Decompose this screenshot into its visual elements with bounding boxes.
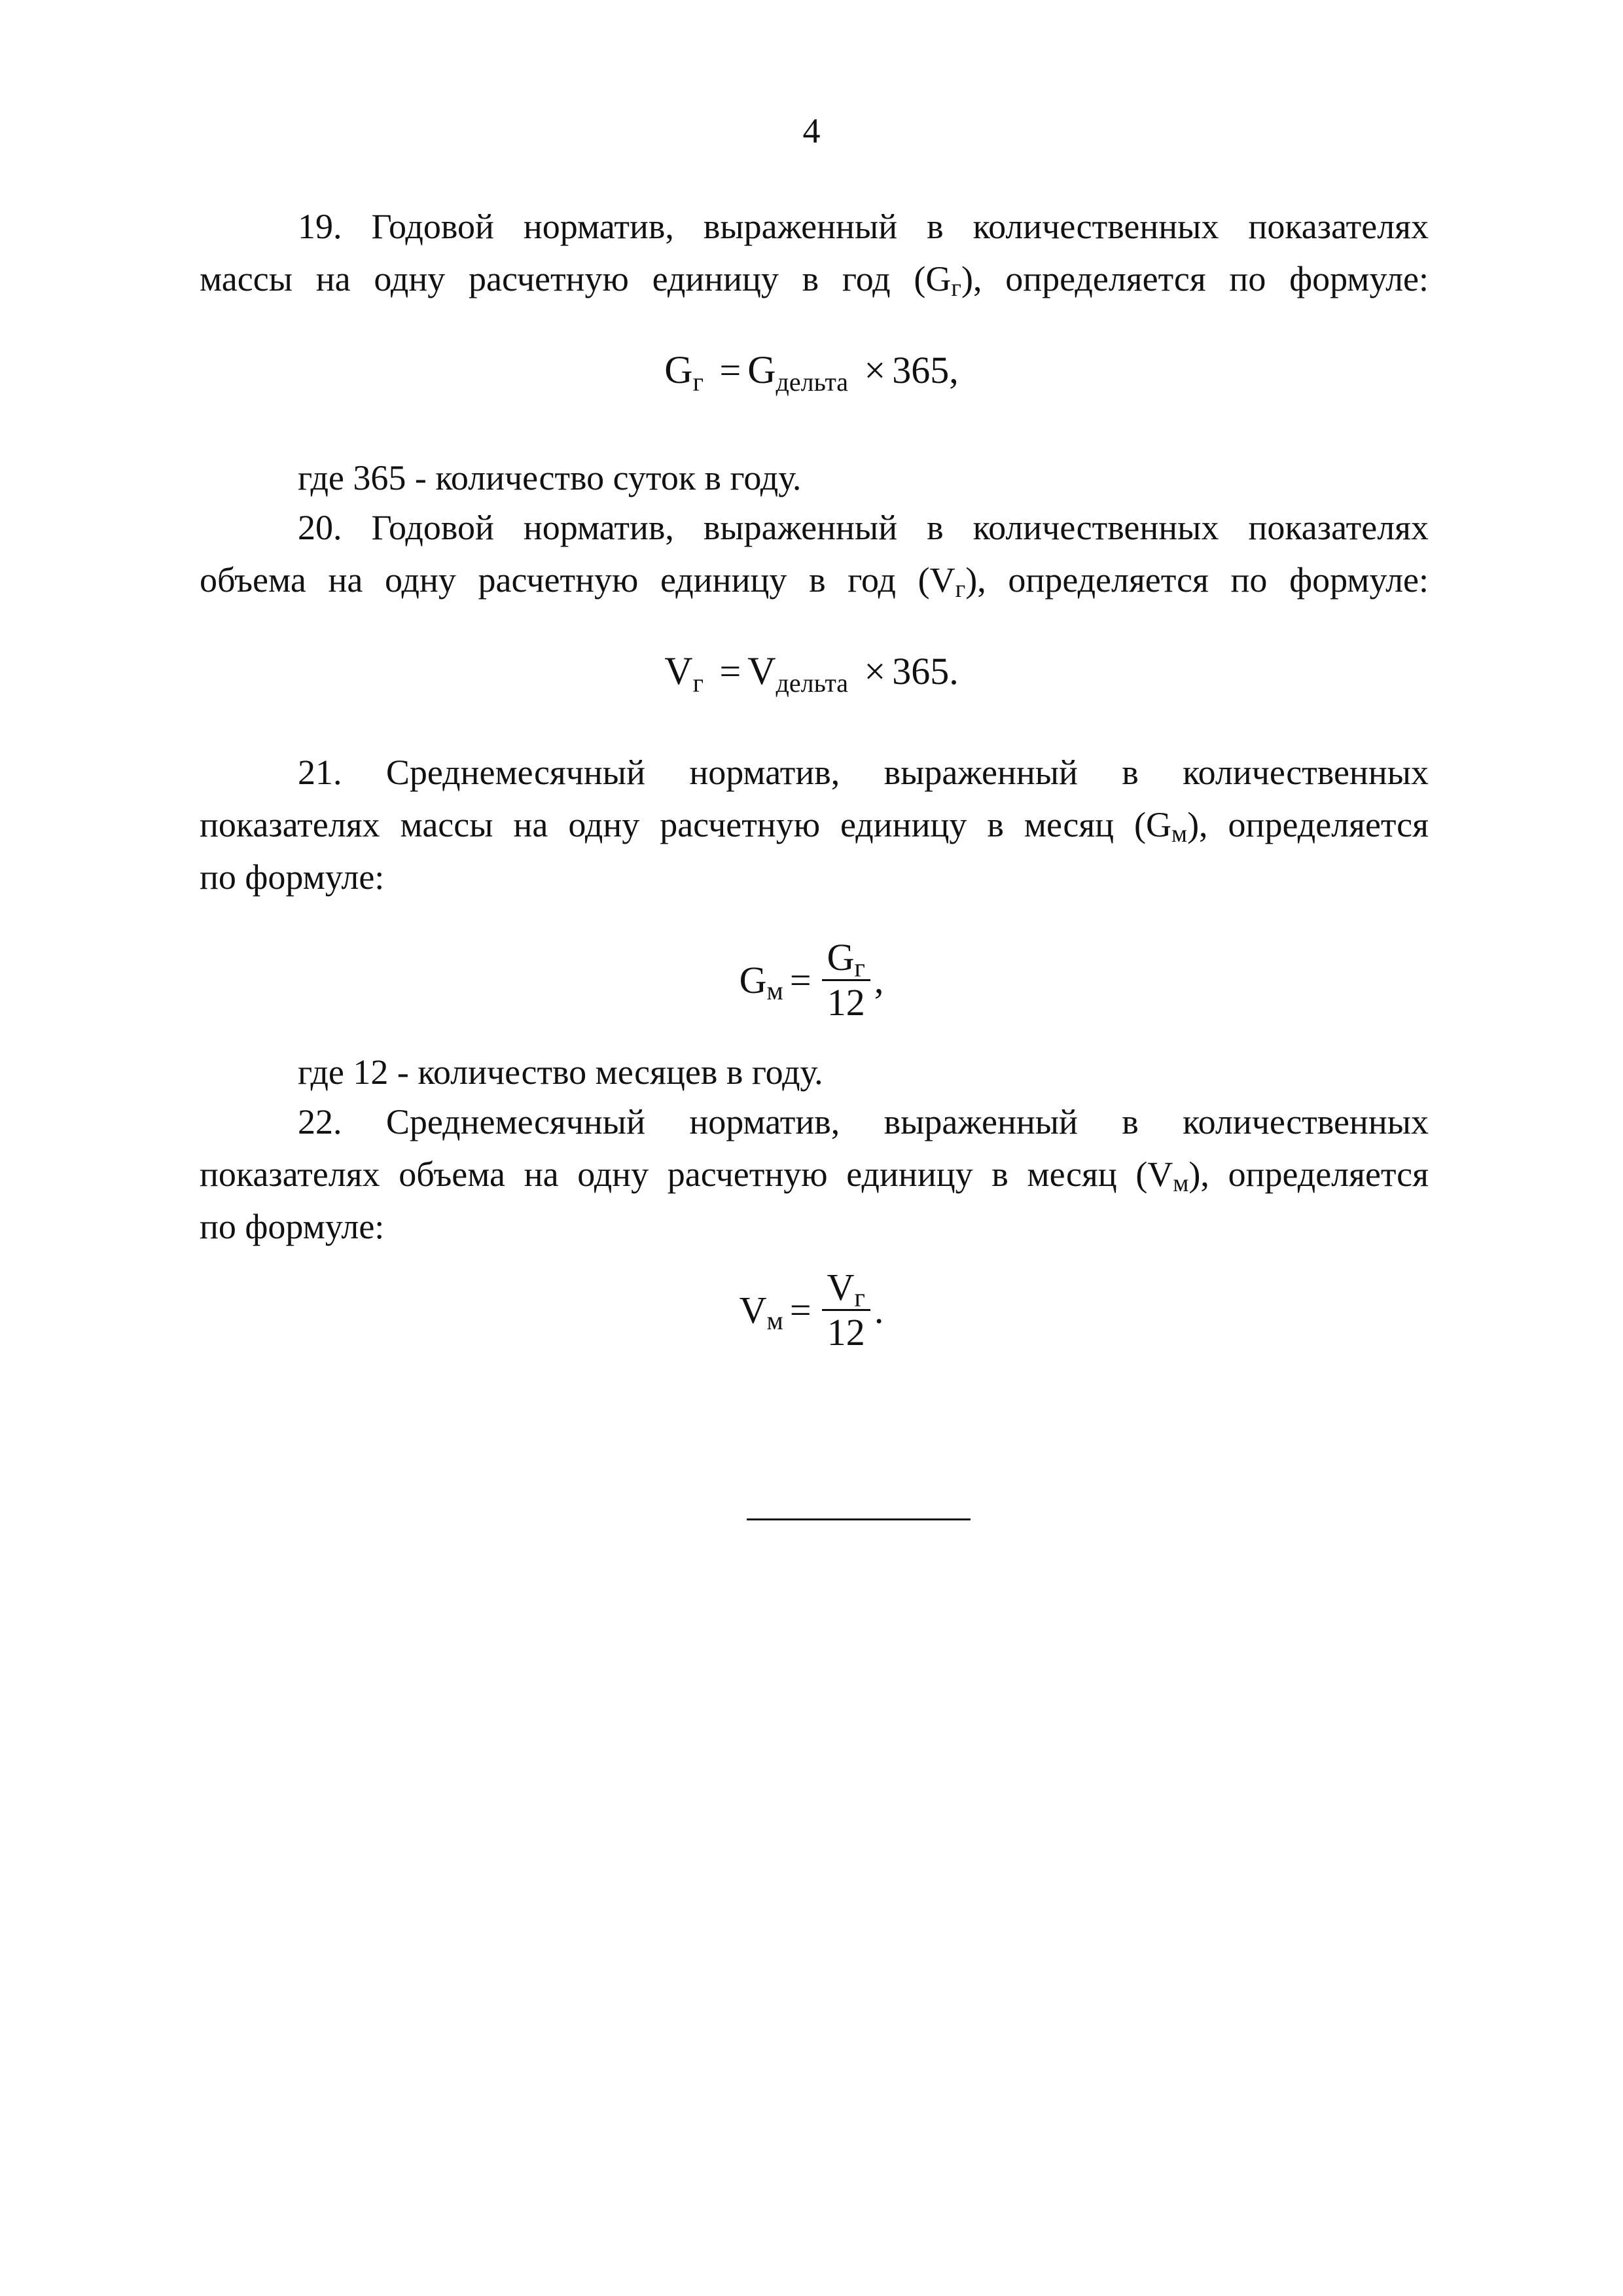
formula-19-rhs: G xyxy=(747,348,776,391)
paragraph-22-line-2-text: показателях объема на одну расчетную единицу в месяц (V xyxy=(200,1155,1173,1194)
where-12-text: где 12 - количество месяцев в году. xyxy=(298,1052,823,1092)
formula-21-numerator xyxy=(822,936,870,981)
paragraph-22 xyxy=(200,1096,1429,1253)
formula-21-trailing-comma: , xyxy=(874,959,884,1001)
formula-21-num-symbol: G xyxy=(827,936,855,978)
paragraph-21-line-2-text: показателях массы на одну расчетную единицу в месяц (G xyxy=(200,805,1172,844)
formula-20-lhs-sub: г xyxy=(692,668,704,698)
paragraph-20-line-1: 20. Годовой норматив, выраженный в количественных показателях xyxy=(298,508,1429,547)
formula-22-lhs-sub: м xyxy=(766,1306,783,1335)
formula-22-lhs-group xyxy=(739,1288,783,1335)
formula-22-num-symbol: V xyxy=(827,1266,855,1308)
paragraph-21-line-1: 21. Среднемесячный норматив, выраженный в количественных xyxy=(298,753,1429,792)
formula-20-lhs: V xyxy=(664,649,693,692)
paragraph-19-line-2-text: массы на одну расчетную единицу в год (G xyxy=(200,259,952,298)
paragraph-21-subscript: м xyxy=(1171,820,1188,848)
formula-22-denominator: 12 xyxy=(827,1311,865,1354)
paragraph-20 xyxy=(200,501,1429,606)
formula-19-lhs-sub: г xyxy=(692,367,704,397)
formula-annual-volume xyxy=(0,648,1623,698)
paragraph-22-line-2 xyxy=(200,1148,1429,1200)
formula-19-lhs: G xyxy=(664,348,693,391)
paragraph-22-subscript: м xyxy=(1173,1170,1189,1197)
formula-19-rhs-sub: дельта xyxy=(776,367,849,397)
page-number: 4 xyxy=(802,111,821,151)
paragraph-21-line-2-end: ), определяется xyxy=(1187,805,1429,844)
formula-20-rhs: V xyxy=(747,649,776,692)
formula-20-equals: = xyxy=(719,650,741,692)
paragraph-22-line-2-end: ), определяется xyxy=(1188,1155,1429,1194)
formula-22-equals: = xyxy=(789,1289,812,1331)
paragraph-19-line-1: 19. Годовой норматив, выраженный в количественных показателях xyxy=(298,207,1429,246)
paragraph-19-subscript: г xyxy=(951,274,961,302)
formula-20-times: × xyxy=(864,650,886,692)
paragraph-22-line-1: 22. Среднемесячный норматив, выраженный в количественных xyxy=(298,1102,1429,1141)
paragraph-21-line-3: по формуле: xyxy=(200,857,385,897)
formula-monthly-volume xyxy=(0,1266,1623,1354)
paragraph-21 xyxy=(200,746,1429,903)
where-365 xyxy=(200,452,1429,504)
formula-20-value: 365. xyxy=(892,650,959,692)
paragraph-20-subscript: г xyxy=(955,575,966,603)
formula-annual-mass xyxy=(0,347,1623,397)
paragraph-22-line-3: по формуле: xyxy=(200,1207,385,1246)
formula-22-numerator xyxy=(822,1266,870,1311)
formula-22-num-sub: г xyxy=(854,1283,865,1312)
end-of-document-rule xyxy=(747,1518,971,1520)
formula-20-rhs-sub: дельта xyxy=(776,668,849,698)
formula-21-denominator: 12 xyxy=(827,981,865,1024)
formula-22-fraction xyxy=(822,1266,870,1354)
formula-21-equals: = xyxy=(789,959,812,1001)
paragraph-20-line-2-text: объема на одну расчетную единицу в год (V xyxy=(200,560,955,600)
paragraph-21-line-2 xyxy=(200,798,1429,851)
formula-19-value: 365, xyxy=(892,349,959,391)
formula-21-fraction xyxy=(822,936,870,1024)
formula-21-lhs-group xyxy=(739,958,783,1005)
formula-21-num-sub: г xyxy=(854,953,865,982)
where-365-text: где 365 - количество суток в году. xyxy=(298,458,802,497)
formula-19-times: × xyxy=(864,349,886,391)
formula-21-lhs: G xyxy=(739,959,767,1001)
formula-19-equals: = xyxy=(719,349,741,391)
where-12 xyxy=(200,1046,1429,1098)
formula-monthly-mass xyxy=(0,936,1623,1024)
formula-22-trailing-period: . xyxy=(874,1289,884,1331)
formula-21-lhs-sub: м xyxy=(766,976,783,1005)
paragraph-19-line-2 xyxy=(200,253,1429,305)
formula-22-lhs: V xyxy=(739,1289,767,1331)
paragraph-20-line-2 xyxy=(200,554,1429,606)
paragraph-20-line-2-end: ), определяется по формуле: xyxy=(965,560,1429,600)
paragraph-19-line-2-end: ), определяется по формуле: xyxy=(961,259,1429,298)
paragraph-19 xyxy=(200,200,1429,305)
